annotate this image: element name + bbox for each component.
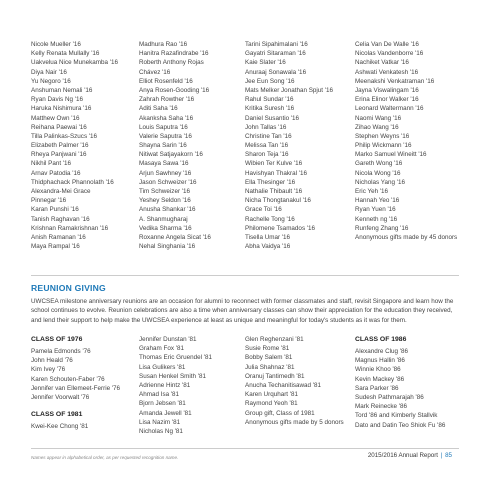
class-1986-name: Magnus Hallin '86 [355,357,405,365]
donor-name: Louis Saputra '16 [139,123,188,131]
donor-name: Runfeng Zhang '16 [355,224,409,232]
donor-name: Anonymous gifts made by 45 donors [355,233,458,241]
donor-name: Diya Nair '16 [31,68,67,76]
class-1976-name: Pamela Edmonds '76 [31,348,91,355]
donor-name: Eric Yeh '16 [355,188,389,195]
donor-name: Yu Negoro '16 [31,77,71,85]
donor-name: Rheya Panjwani '16 [31,151,87,159]
donor-column-3 [245,40,353,251]
class-1976-name: John Heald '76 [31,357,73,365]
donor-name: Kritika Suresh '16 [245,105,295,113]
class-1981-name: Bjorn Jebsen '81 [139,400,186,408]
class-1976-heading: CLASS OF 1976 [31,336,83,343]
class-1981-list-c [245,335,353,427]
donor-name: Reihana Paewai '16 [31,123,87,131]
class-1981-name: Lisa Nazim '81 [139,418,181,426]
donor-name: Abha Vaidya '16 [245,243,291,251]
class-1981-name: Susan Henkel Smith '81 [139,372,207,380]
class-1981-name: Oranuj Tantimedh '81 [245,372,305,380]
donor-name: Kenneth ng '16 [355,215,398,223]
donor-name: Vedika Sharma '16 [139,224,192,232]
donor-name: Nathalie Thibault '16 [245,188,303,195]
donor-name: Naomi Wang '16 [355,114,402,122]
divider-bottom [31,448,459,449]
donor-name: Gayatri Sitaraman '16 [245,50,306,58]
class-1981-name: Kwei-Kee Chong '81 [31,423,89,431]
class-1976-name: Jennifer van Ellemeet-Ferrie '76 [31,384,121,392]
donor-name: Christine Tan '16 [245,132,292,140]
class-1981-name: Lisa Gulikers '81 [139,363,186,371]
class-1981-name: Glen Reghenzani '81 [245,336,304,343]
donor-name: Nicholas Yang '16 [355,178,405,186]
donor-name: Anish Ramanan '16 [31,233,86,241]
class-1981-name: Bobby Salem '81 [245,354,293,362]
donor-name: Roxanne Angela Sicat '16 [139,233,211,241]
class-1986-name: Mark Reinecke '86 [355,403,407,411]
donor-column-2 [139,40,247,251]
donor-name: Jason Schweizer '16 [139,178,197,186]
donor-name: Anshuman Nemali '16 [31,86,93,94]
donor-name: Tanish Raghavan '16 [31,215,90,223]
donor-name: Matthew Own '16 [31,114,80,122]
class-1981-list-b [139,335,247,436]
class-1976-name: Kim Ivey '76 [31,366,66,374]
class-1981-name: Thomas Eric Gruendel '81 [139,354,212,362]
donor-name: Masaya Sawa '16 [139,160,189,168]
class-1976-name: Karen Schouten-Faber '76 [31,375,105,383]
donor-name: Celia Van De Walle '16 [355,41,419,48]
class-1986-name: Dato and Datin Teo Shiok Fu '86 [355,421,446,429]
donor-name: Anusha Shankar '16 [139,206,196,214]
class-1986-name: Sara Parker '86 [355,384,399,392]
donor-name: Uakvelua Nice Munekamba '16 [31,59,118,67]
class-1981-name: Graham Fox '81 [139,345,184,353]
class-1976-name: Jennifer Voorwalt '76 [31,394,90,402]
donor-name: Maya Rampal '16 [31,243,80,251]
donor-name: Roberth Anthony Rojas [139,59,204,67]
reunion-giving-title: REUNION GIVING [31,283,106,293]
donor-name: Kelly Renata Mullally '16 [31,50,100,58]
donor-name: Jee Eun Song '16 [245,77,295,85]
donor-name: Rahul Sundar '16 [245,96,294,104]
donor-name: Arjun Sawhney '16 [139,169,192,177]
page-number: 85 [445,452,452,459]
class-1981-column-3 [245,335,353,427]
donor-name: Mats Melker Jonathan Spjut '16 [245,86,334,94]
donor-column-1 [31,40,139,251]
donor-name: Arnav Patodia '16 [31,169,81,177]
donor-name: Havishyan Thakral '16 [245,169,307,177]
donor-name: Ryan Davis Ng '16 [31,96,83,104]
donor-name: Alexandra-Mei Grace [31,188,91,195]
donor-name: Nicole Mueller '16 [31,41,81,48]
donor-name: Krishnan Ramakrishnan '16 [31,224,109,232]
donor-name: A. Shanmugharaj [139,215,188,223]
donor-name: Ryan Yuen '16 [355,206,396,214]
donor-name: Tim Schweizer '16 [139,188,191,195]
footer-note: Names appear in alphabetical order, as per requested recognition name. [31,455,179,460]
class-1986-name: Winnie Khoo '86 [355,366,401,374]
donor-name: Madhura Rao '16 [139,41,188,48]
donor-name: Elizabeth Palmer '16 [31,142,89,150]
donor-name: Shayna Sarin '16 [139,142,187,150]
donor-name: Akanksha Saha '16 [139,114,194,122]
donor-name: Karan Punshi '16 [31,206,79,214]
donor-name: Zahrah Rowther '16 [139,96,195,104]
reunion-intro-paragraph: UWCSEA milestone anniversary reunions are an occasion for alumni to reconnect with former classmates and staff, revisit Singapore and learn how the school continues to evolve. Reunion celebrations are also a time when anniversary classes can show their appreciation for the education they received, and lend their support to help make the UWCSEA experience at least as unique and meaningful for today's students as it was for them. [31,298,454,324]
donor-name: Zihao Wang '16 [355,123,399,131]
class-1981-name: Amanda Jewell '81 [139,409,192,417]
class-1981-list-a [31,422,139,431]
donor-name: Daniel Susantio '16 [245,114,300,122]
donor-name: Nicola Wong '16 [355,169,401,177]
donor-name: Elliot Rosenfeld '16 [139,77,193,85]
donor-name: Nitiwat Satjayakorn '16 [139,151,203,159]
donor-name: Leonard Waltermann '16 [355,105,424,113]
donor-name: Tilla Palinkas-Szucs '16 [31,132,98,140]
class-1986-column [355,335,463,430]
donor-name: Hanitra Razafindrabe '16 [139,50,209,58]
donor-name: Stephen Weyns '16 [355,132,410,140]
class-1986-name: Sudesh Pathmarajah '86 [355,394,424,402]
class-1986-name: Alexandre Clug '86 [355,348,409,355]
donor-name: Pinnegar '16 [31,197,67,205]
class-1981-name: Jennifer Dunstan '81 [139,336,197,343]
donor-name: Ashwati Venkatesh '16 [355,68,419,76]
class-1981-name: Karen Urquhart '81 [245,391,299,399]
class-1986-name: Kevin Mackey '86 [355,375,405,383]
class-1986-name: Tord '86 and Kimberly Stallvik [355,412,438,420]
class-1981-heading: CLASS OF 1981 [31,411,83,419]
donor-name: Philip Wickmann '16 [355,142,412,150]
class-1986-list [355,347,463,430]
class-1986-heading: CLASS OF 1986 [355,336,407,343]
donor-name: Kaie Slater '16 [245,59,286,67]
donor-name: Nicha Thongtanakul '16 [245,197,311,205]
donor-name: Yeshey Seldon '16 [139,197,191,205]
donor-name: Marko Samuel Wineitt '16 [355,151,427,159]
donor-name: Erina Elinor Walker '16 [355,96,419,104]
annual-report-label: 2015/2016 Annual Report [367,452,439,459]
donor-name: Tisella Umar '16 [245,233,291,241]
class-1981-name: Raymond Yeoh '81 [245,400,298,408]
divider-top [31,275,459,276]
donor-name: Meenakshi Venkatraman '16 [355,77,435,85]
donor-name: Nehal Singhania '16 [139,243,196,251]
class-1981-name: Nicholas Ng '81 [139,428,183,436]
class-1976-list [31,347,139,402]
donor-name: Ella Thesinger '16 [245,178,296,186]
donor-name: Anya Rosen-Gooding '16 [139,86,210,94]
page-folio [368,452,452,459]
class-1981-name: Adrienne Hintz '81 [139,382,191,390]
donor-names-grid [31,40,459,268]
donor-name: Nachiket Vatkar '16 [355,59,409,67]
donor-column-4 [355,40,463,242]
donor-name: Tarini Sipahimalani '16 [245,41,308,48]
class-1981-name: Group gift, Class of 1981 [245,409,315,417]
donor-name: Hannah Yeo '16 [355,197,400,205]
class-1981-name: Anucha Techanitisawad '81 [245,382,322,390]
donor-name: Aditi Saha '16 [139,105,178,113]
class-1976-column [31,335,139,431]
donor-name: Rachelle Tong '16 [245,215,295,223]
donor-name: Philomene Tsamados '16 [245,224,316,232]
donor-name: Haruka Nishimura '16 [31,105,92,113]
class-1981-name: Susie Rome '81 [245,345,290,353]
class-1981-name: Ahmad Isa '81 [139,391,180,399]
donor-name: John Tallas '16 [245,123,287,131]
donor-name: Chávez '16 [139,68,171,76]
class-1981-column-2 [139,335,247,436]
donor-name: Melissa Tan '16 [245,142,289,150]
donor-name: Nicolas Vandenborre '16 [355,50,424,58]
class-1981-name: Anonymous gifts made by 5 donors [245,418,344,426]
donor-name: Valerie Saputra '16 [139,132,192,140]
donor-name: Thidphachack Phannolath '16 [31,178,114,186]
donor-name: Jayna Viswalingam '16 [355,86,419,94]
donor-name: Anuraaj Sonawala '16 [245,68,307,76]
donor-name: Sharon Teja '16 [245,151,289,159]
class-1981-name: Julia Shahnaz '81 [245,363,295,371]
donor-name: Nikhil Pant '16 [31,160,72,168]
donor-name: Wibien Ter Kulve '16 [245,160,303,168]
donor-name: Gareth Wong '16 [355,160,403,168]
donor-name: Grace Toi '16 [245,206,282,214]
folio-separator: | [440,452,443,459]
